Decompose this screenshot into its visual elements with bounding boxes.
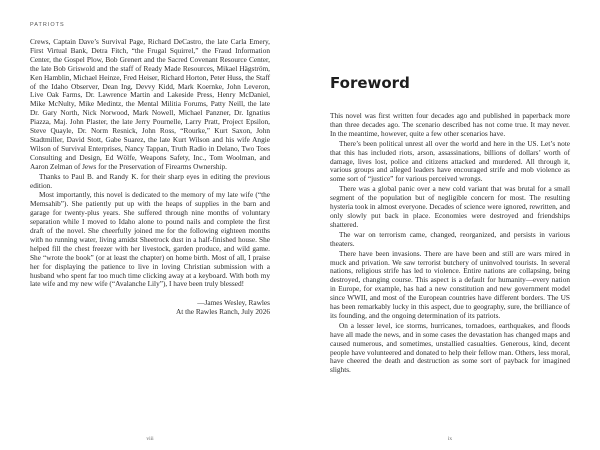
paragraph: This novel was first written four decades ago and published in paperback more than three decades ago. The scenario described has not come true. It may never. In the meantime, however, quite a few other scenarios have. bbox=[330, 111, 570, 138]
paragraph: There was a global panic over a new cold variant that was brutal for a small segment of the population but of negligible concern for most. The resulting hysteria took in almost everyone. Decades of science were ignored, rewritten, and only slowly put back in place. Economies were destroyed and friendships shattered. bbox=[330, 184, 570, 229]
right-body-text bbox=[330, 112, 570, 375]
paragraph: Crews, Captain Dave’s Survival Page, Richard DeCastro, the late Carla Emery, First Virtual Bank, Detra Fitch, “the Frugal Squirrel,” the Fraud Information Center, the Gospel Plow, Bob Grenert and the Sacred Covenant Resource Center, the late Bob Griswold and the staff of Ready Made Resources, Mikael Hägström, Ken Hamblin, Michael Heinze, Fred Heiser, Richard Horton, Peter Huss, the Staff of the Idaho Observer, Dean Ing, Devvy Kidd, Mark Koernke, John Leveron, Live Oak Farms, Dr. Lawrence Martin and Lakeside Press, Henry McDaniel, Mike McNulty, Mike Medintz, the Mental Militia Forums, Patty Neill, the late Dr. Gary North, Nick Norwood, Mark Nowell, Michael Panzner, Dr. Ignatius Piazza, Maj. John Plaster, the late Jerry Pournelle, Larry Pratt, Project Epsilon, Steve Quayle, Dr. Norm Resnick, John Ross, “Rourke,” Kurt Saxon, John Stadtmiller, David Stott, Gabe Suarez, the late Kurt Wilson and his wife Angie Wilson of Survival Enterprises, Nancy Tappan, Truth Radio in Delano, Two Toes Consulting and Design, Ed Wölfe, Weapons Safety, Inc., Tom Woolman, and Aaron Zelman of Jews for the Preservation of Firearms Ownership. bbox=[30, 37, 270, 171]
paragraph: On a lesser level, ice storms, hurricanes, tornadoes, earthquakes, and floods have all made the news, and in some cases the devastation has changed maps and caused numerous, and sometimes, unstallied casualties. Generous, kind, decent people have volunteered and donated to help their fellow man. Others, less moral, have cheered the death and destruction as some sort of payback for imagined slights. bbox=[330, 320, 570, 375]
chapter-title: Foreword bbox=[330, 74, 410, 92]
paragraph: There’s been political unrest all over the world and here in the US. Let’s note that this has included riots, arson, assassinations, billions of dollars’ worth of damage, lives lost, police and citizens attacked and murdered. All through it, various groups and alleged leaders have encouraged strife and mob violence as some sort of “justice” for various perceived wrongs. bbox=[330, 138, 570, 184]
running-head: PATRIOTS bbox=[30, 22, 65, 28]
signature-place: At the Rawles Ranch, July 2026 bbox=[175, 307, 270, 317]
paragraph: Most importantly, this novel is dedicated to the memory of my late wife (“the Memsahib”). She patiently put up with the heaps of supplies in the barn and garage for twenty-plus years. She suffered through nine months of voluntary separation while I moved to Idaho alone to pound nails and complete the first draft of the novel. She cheerfully joined me for the following eighteen months with no running water, living amidst Sheetrock dust in a half-finished house. She helped fill the chest freezer with her livestock, garden produce, and wild game. She “wrote the book” (or at least the chapter) on home birth. Most of all, I praise her for displaying the patience to live in loving Christian submission with a husband who spent far too much time clicking away at a keyboard. With both my late wife and my new wife (“Avalanche Lily”), I have been truly blessed! bbox=[30, 190, 270, 289]
paragraph: The war on terrorism came, changed, reorganized, and persists in various theaters. bbox=[330, 229, 570, 248]
page-number: viii bbox=[146, 436, 154, 442]
signature-name: —James Wesley, Rawles bbox=[197, 298, 270, 308]
paragraph: Thanks to Paul B. and Randy K. for their sharp eyes in editing the previous edition. bbox=[30, 171, 270, 190]
left-body-text bbox=[30, 38, 270, 289]
signature-block bbox=[30, 298, 270, 316]
paragraph: There have been invasions. There are have been and still are wars mired in muck and privation. We saw terrorist butchery of uninvolved tourists. In several nations, religious strife has led to violence. Entire nations are collapsing, being destroyed, changing course. This aspect is a default for humanity—every nation in Europe, for example, has had a new constitution and new government model since WWII, and most of the European countries have different borders. The US has been remarkably lucky in this aspect, due to geography, sure, the brilliance of its founding, and the ongoing determination of its patriots. bbox=[330, 248, 570, 320]
right-page bbox=[300, 0, 600, 450]
page-number: ix bbox=[447, 436, 453, 442]
